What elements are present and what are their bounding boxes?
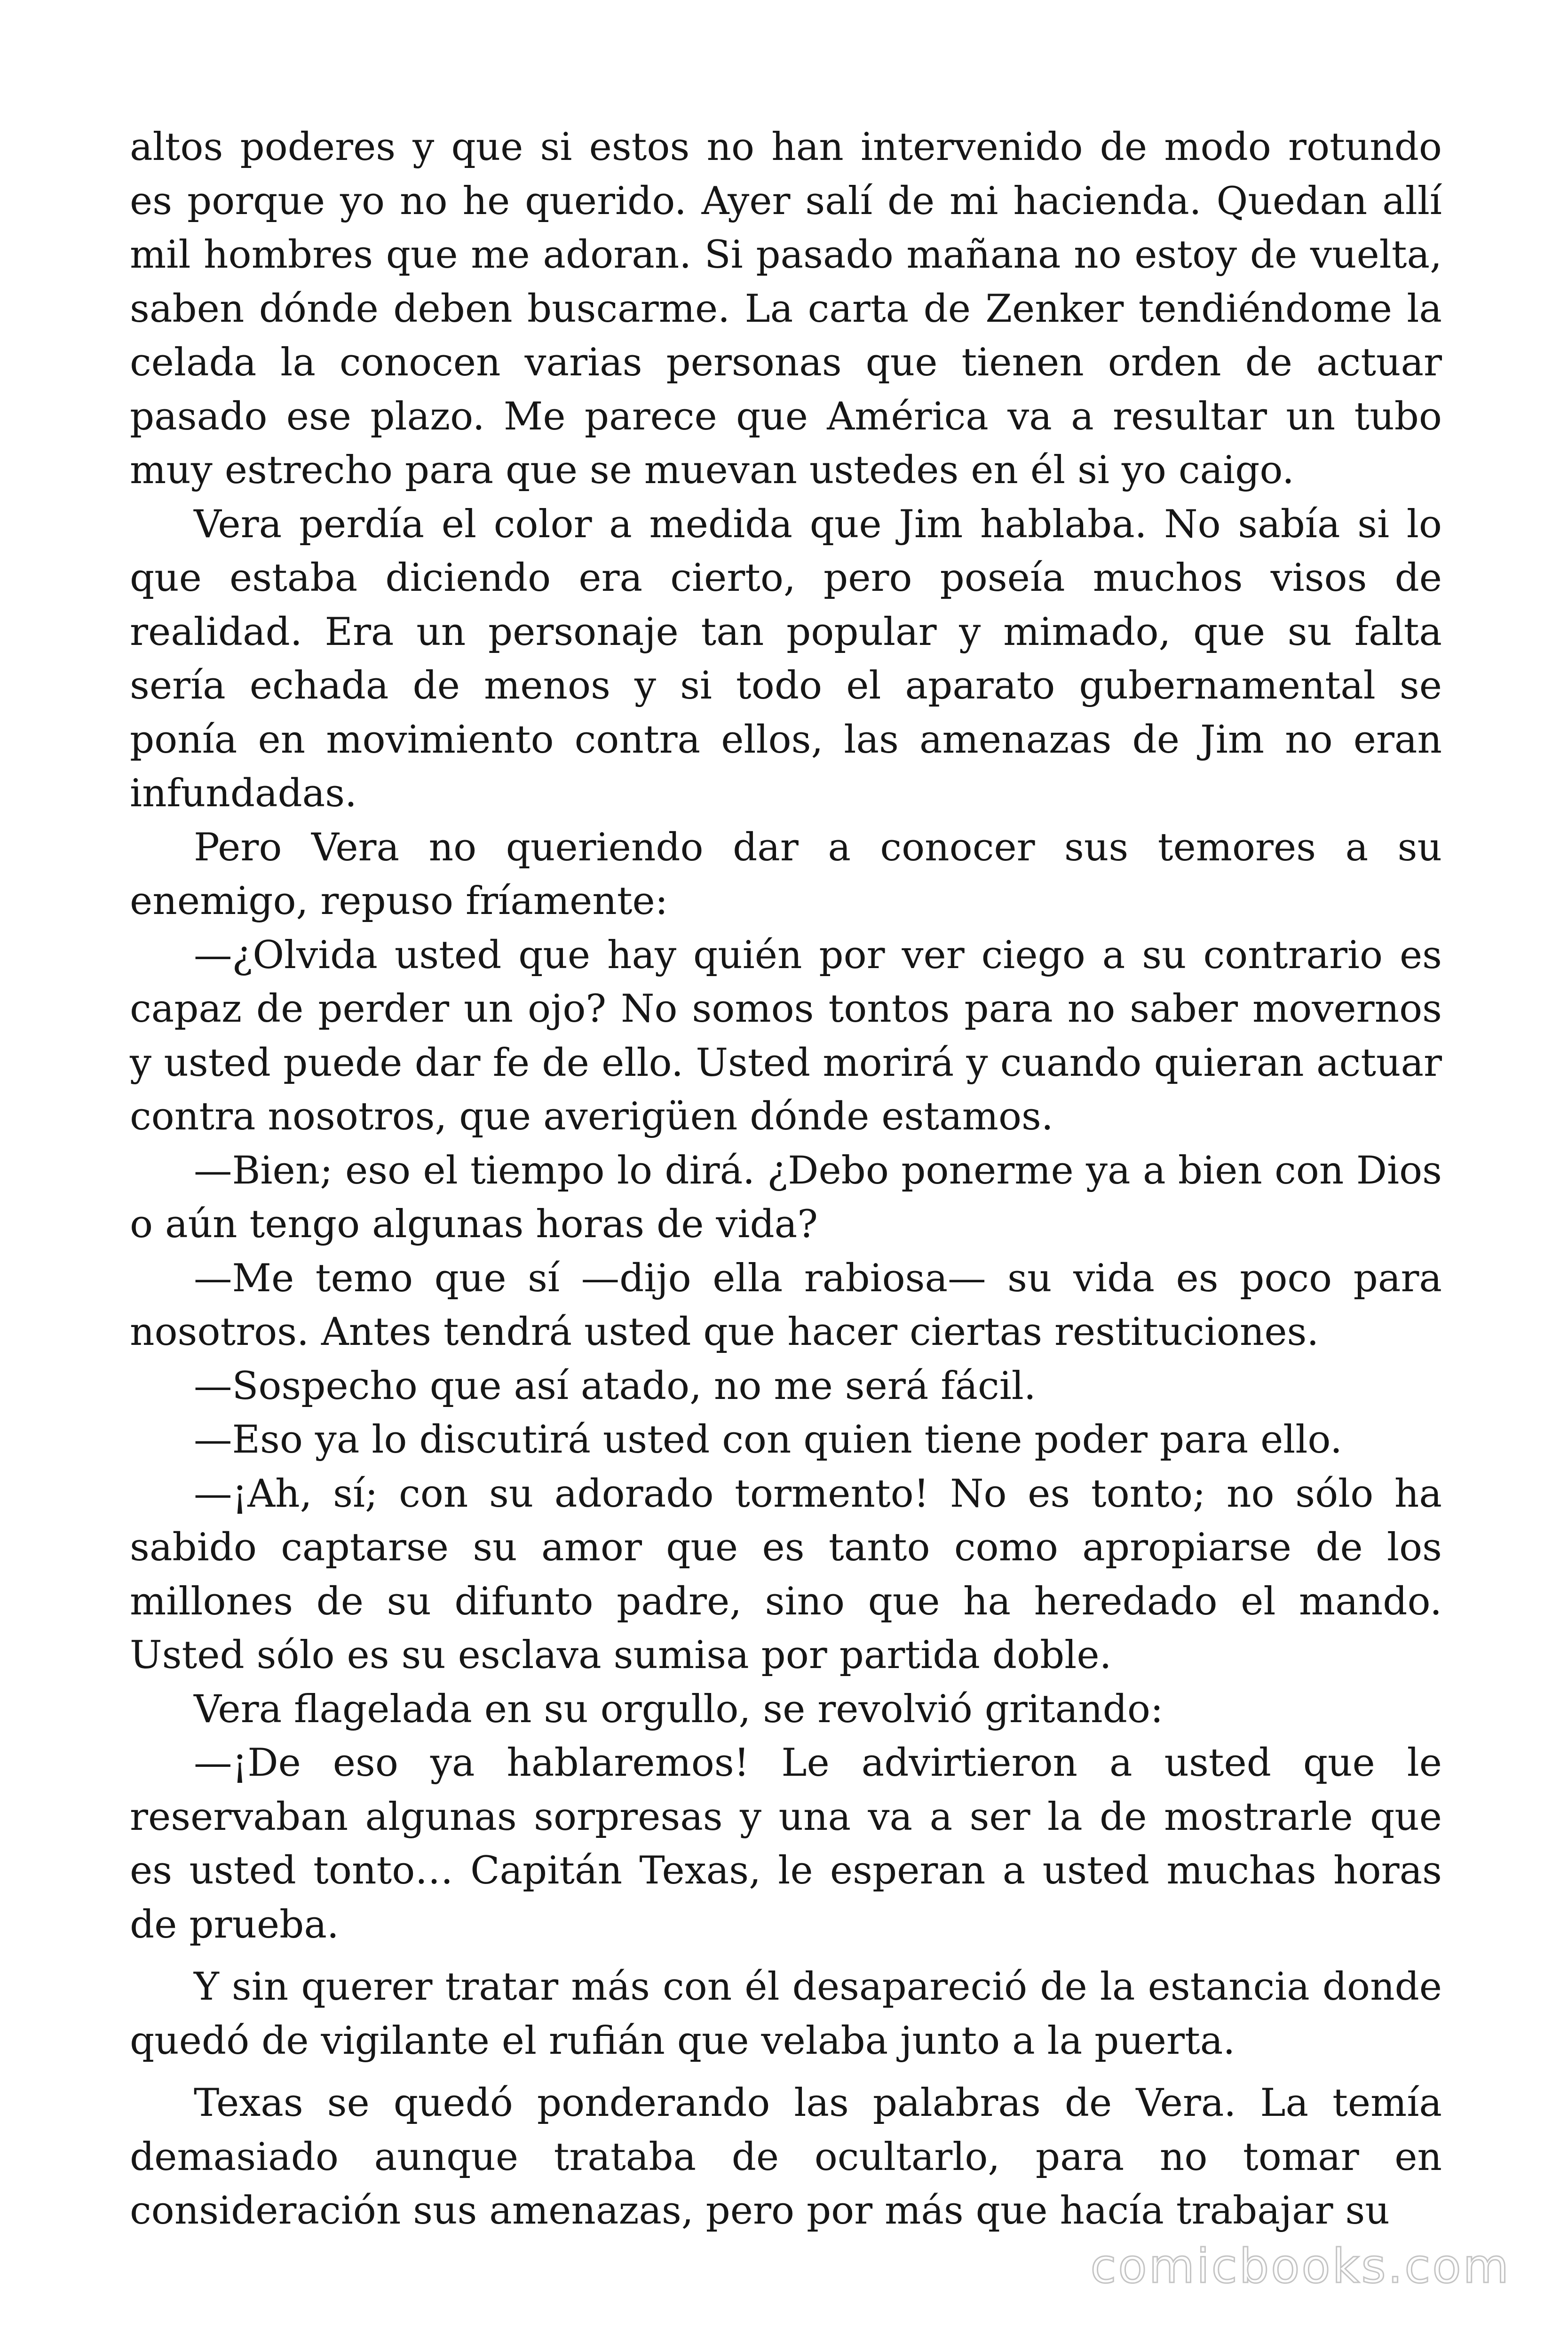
paragraph: Y sin querer tratar más con él desapareció de la estancia donde quedó de vigilante el rufián que velaba junto a la puerta.: [130, 1964, 1442, 2063]
dialogue-paragraph: —Bien; eso el tiempo lo dirá. ¿Debo ponerme ya a bien con Dios o aún tengo algunas horas de vida?: [130, 1148, 1442, 1247]
paragraph: Vera flagelada en su orgullo, se revolvió gritando:: [194, 1686, 1164, 1732]
dialogue-paragraph: —¡Ah, sí; con su adorado tormento! No es tonto; no sólo ha sabido captarse su amor que es tanto como apropiarse de los millones de su difunto padre, sino que ha heredado el mando. Usted sólo es su esclava sumisa por partida doble.: [130, 1471, 1442, 1677]
paragraph: Pero Vera no queriendo dar a conocer sus temores a su enemigo, repuso fríamente:: [130, 825, 1442, 923]
paragraph: Texas se quedó ponderando las palabras de Vera. La temía demasiado aunque trataba de ocultarlo, para no tomar en consideración sus amenazas, pero por más que hacía trabajar su: [130, 2081, 1442, 2233]
dialogue-paragraph: —¡De eso ya hablaremos! Le advirtieron a usted que le reservaban algunas sorpresas y una va a ser la de mostrarle que es usted tonto… Capitán Texas, le esperan a usted muchas horas de prueba.: [130, 1740, 1442, 1947]
paragraph: altos poderes y que si estos no han intervenido de modo rotundo es porque yo no he querido. Ayer salí de mi hacienda. Quedan allí mil hombres que me adoran. Si pasado mañana no estoy de vuelta, saben dónde deben buscarme. La carta de Zenker tendiéndome la celada la conocen varias personas que tienen orden de actuar pasado ese plazo. Me parece que América va a resultar un tubo muy estrecho para que se muevan ustedes en él si yo caigo.: [130, 125, 1442, 493]
book-page-text: [130, 120, 1442, 2238]
dialogue-paragraph: —Sospecho que así atado, no me será fácil.: [194, 1363, 1036, 1408]
dialogue-paragraph: —Eso ya lo discutirá usted con quien tiene poder para ello.: [194, 1417, 1342, 1462]
watermark-logo: comicbooks.com: [1090, 2239, 1511, 2294]
dialogue-paragraph: —Me temo que sí —dijo ella rabiosa— su vida es poco para nosotros. Antes tendrá usted que hacer ciertas restituciones.: [130, 1255, 1442, 1354]
paragraph: Vera perdía el color a medida que Jim hablaba. No sabía si lo que estaba diciendo era cierto, pero poseía muchos visos de realidad. Era un personaje tan popular y mimado, que su falta sería echada de menos y si todo el aparato gubernamental se ponía en movimiento contra ellos, las amenazas de Jim no eran infundadas.: [130, 501, 1442, 816]
dialogue-paragraph: —¿Olvida usted que hay quién por ver ciego a su contrario es capaz de perder un ojo? No somos tontos para no saber movernos y usted puede dar fe de ello. Usted morirá y cuando quieran actuar contra nosotros, que averigüen dónde estamos.: [130, 932, 1442, 1139]
